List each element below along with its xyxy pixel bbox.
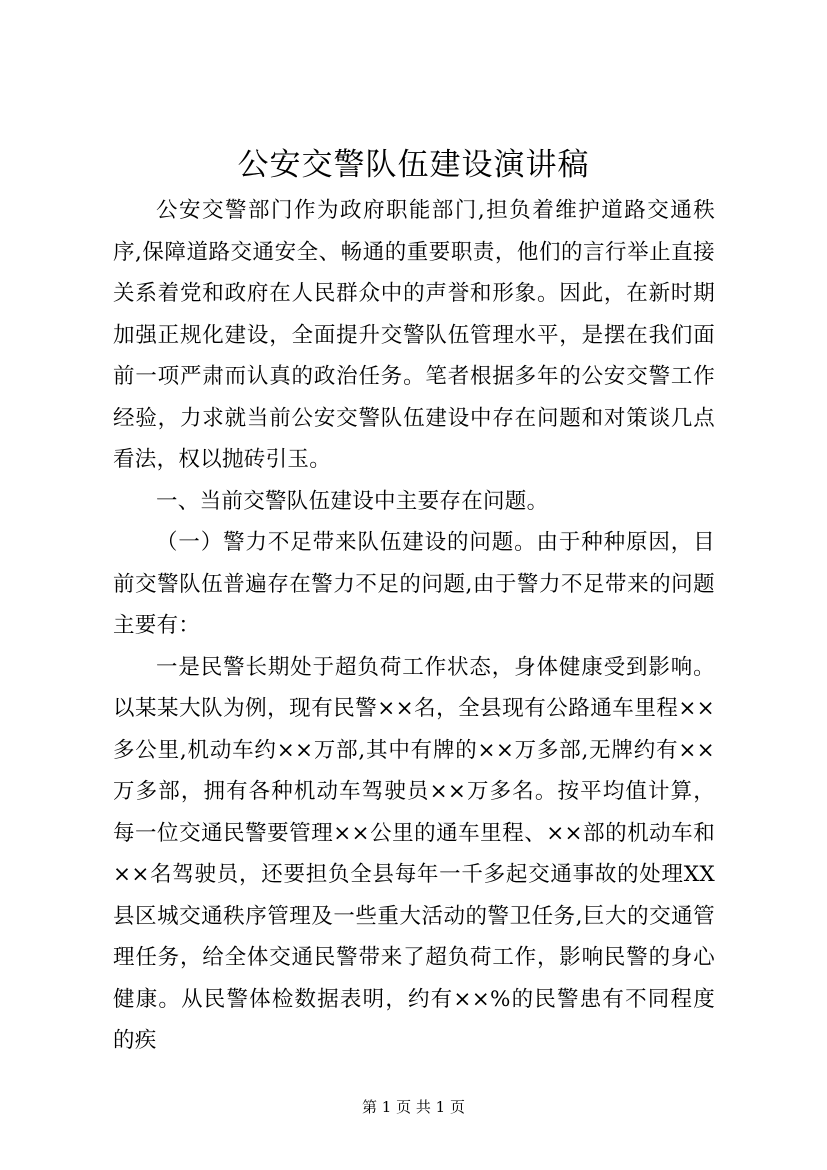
page-footer: 第 1 页 共 1 页 [362, 1098, 465, 1116]
document-title: 公安交警队伍建设演讲稿 [237, 147, 590, 183]
paragraph-subsection-1: （一）警力不足带来队伍建设的问题。由于种种原因，目前交警队伍普遍存在警力不足的问题,由于警力不足带来的问题主要有： [113, 530, 715, 638]
paragraph-section-heading: 一、当前交警队伍建设中主要存在问题。 [156, 488, 549, 514]
document-body [113, 190, 715, 1062]
paragraph-intro: 公安交警部门作为政府职能部门,担负着维护道路交通秩序,保障道路交通安全、畅通的重要职责，他们的言行举止直接关系着党和政府在人民群众中的声誉和形象。因此，在新时期加强正规化建设，全面提升交警队伍管理水平，是摆在我们面前一项严肃而认真的政治任务。笔者根据多年的公安交警工作经验，力求就当前公安交警队伍建设中存在问题和对策谈几点看法，权以抛砖引玉。 [113, 198, 715, 472]
paragraph-point-1: 一是民警长期处于超负荷工作状态，身体健康受到影响。以某某大队为例，现有民警××名，全县现有公路通车里程××多公里,机动车约××万部,其中有牌的××万多部,无牌约有××万多部，拥有各种机动车驾驶员××万多名。按平均值计算，每一位交通民警要管理××公里的通车里程、××部的机动车和××名驾驶员，还要担负全县每年一千多起交通事故的处理XX县区城交通秩序管理及一些重大活动的警卫任务,巨大的交通管理任务，给全体交通民警带来了超负荷工作，影响民警的身心健康。从民警体检数据表明，约有××%的民警患有不同程度的疾 [113, 654, 715, 1053]
